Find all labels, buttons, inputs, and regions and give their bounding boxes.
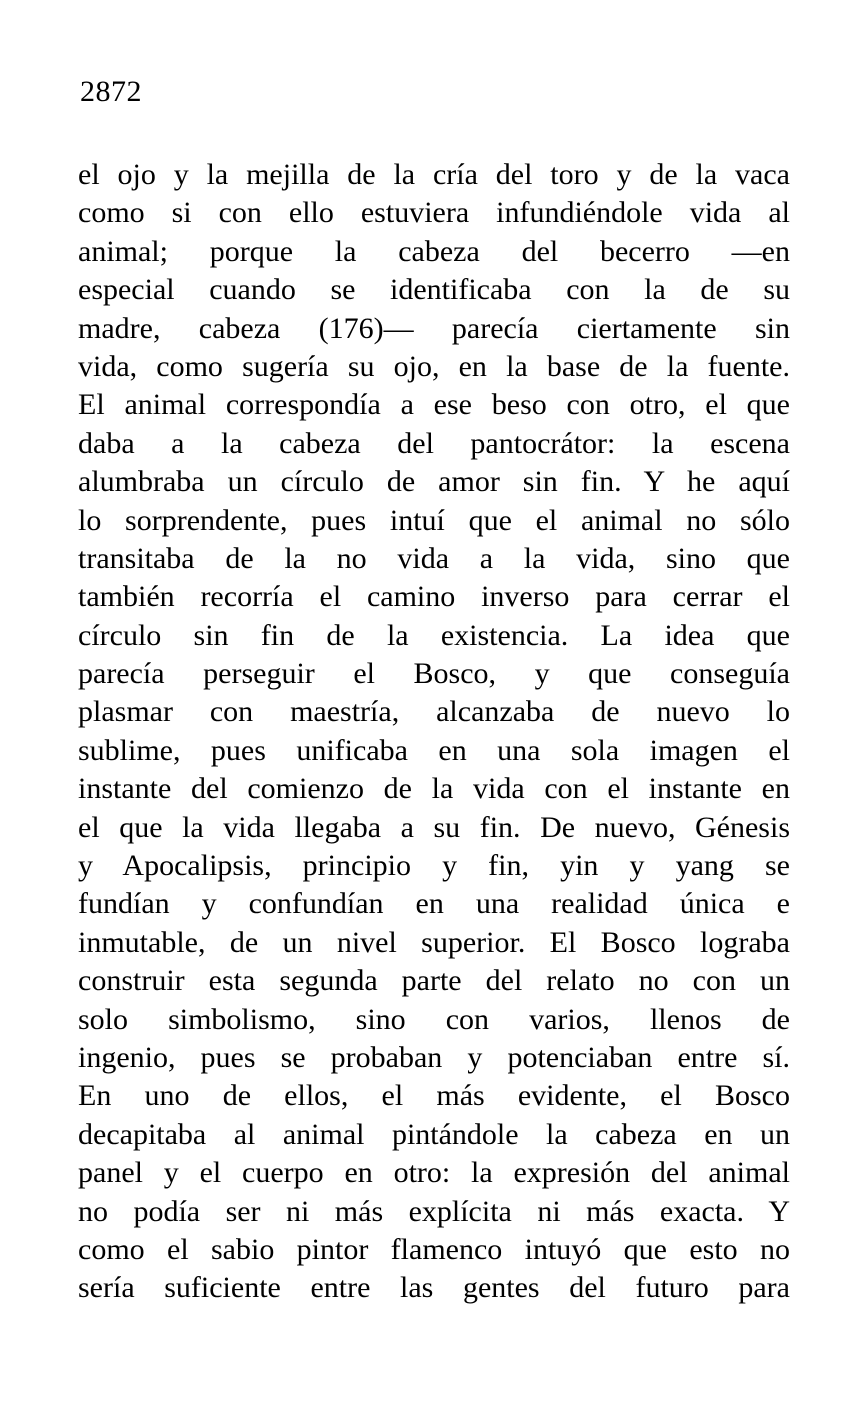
text-line: sería suficiente entre las gentes del futuro para [78,1271,790,1305]
text-line: especial cuando se identificaba con la de su [78,273,790,307]
text-line: y Apocalipsis, principio y fin, yin y yang se [78,849,790,883]
text-line: el que la vida llegaba a su fin. De nuevo, Génesis [78,810,790,844]
text-line: vida, como sugería su ojo, en la base de la fuente. [78,349,790,383]
page-body-text [78,156,790,1308]
text-line: panel y el cuerpo en otro: la expresión del animal [78,1156,790,1190]
text-line: daba a la cabeza del pantocrátor: la escena [78,426,790,460]
text-line: inmutable, de un nivel superior. El Bosco lograba [78,925,790,959]
text-line: solo simbolismo, sino con varios, llenos de [78,1002,790,1036]
text-line: El animal correspondía a ese beso con otro, el que [78,388,790,422]
text-line: lo sorprendente, pues intuí que el animal no sólo [78,503,790,537]
text-line: también recorría el camino inverso para cerrar el [78,580,790,614]
text-line: no podía ser ni más explícita ni más exacta. Y [78,1194,790,1228]
text-line: círculo sin fin de la existencia. La idea que [78,618,790,652]
text-line: ingenio, pues se probaban y potenciaban entre sí. [78,1040,790,1074]
text-line: como el sabio pintor flamenco intuyó que esto no [78,1232,790,1266]
text-line: como si con ello estuviera infundiéndole vida al [78,196,790,230]
text-line: transitaba de la no vida a la vida, sino que [78,541,790,575]
text-line: madre, cabeza (176)— parecía ciertamente sin [78,311,790,345]
text-line: fundían y confundían en una realidad única e [78,887,790,921]
text-line: plasmar con maestría, alcanzaba de nuevo lo [78,695,790,729]
page-number: 2872 [80,75,142,108]
text-line: instante del comienzo de la vida con el instante en [78,772,790,806]
text-line: decapitaba al animal pintándole la cabeza en un [78,1117,790,1151]
text-line: el ojo y la mejilla de la cría del toro y de la vaca [78,158,790,191]
text-line: sublime, pues unificaba en una sola imagen el [78,733,790,767]
text-line: En uno de ellos, el más evidente, el Bosco [78,1079,790,1113]
text-line: animal; porque la cabeza del becerro —en [78,234,790,268]
text-line: parecía perseguir el Bosco, y que conseguía [78,657,790,691]
text-line: construir esta segunda parte del relato no con un [78,964,790,998]
text-line: alumbraba un círculo de amor sin fin. Y he aquí [78,465,790,499]
